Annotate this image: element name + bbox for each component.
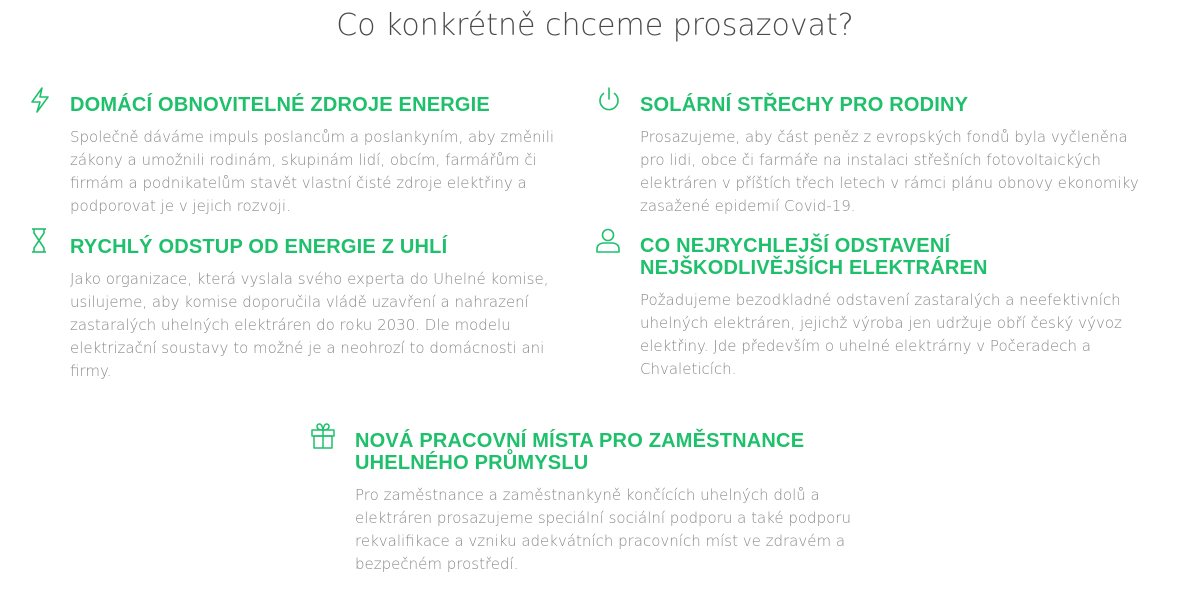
gift-icon [311,422,337,450]
feature-item-shutdown [596,227,1156,387]
feature-text: Pro zaměstnance a zaměstnankyně končících uhelných dolů a elektráren prosazujeme speciální sociální podporu a také podporu rekvalifikace a vzniku adekvátních pracovních míst ve zdravém a bezpečném prostředí. [355,486,851,573]
feature-title: DOMÁCÍ OBNOVITELNÉ ZDROJE ENERGIE [70,94,490,116]
feature-text: Prosazujeme, aby část peněz z evropských fondů byla vyčleněna pro lidi, obce či farmáře na instalaci střešních fotovoltaických elektráren v příštích třech letech v rámci plánu obnovy ekonomiky zasažené epidemií Covid-19. [640,128,1139,215]
lightning-icon [28,86,54,114]
feature-text: Jako organizace, která vyslala svého experta do Uhelné komise, usilujeme, aby komise doporučila vládě uzavření a nahrazení zastaralých uhelných elektráren do roku 2030. Dle modelu elektrizační soustavy to možné je a neohrozí to domácnosti ani firmy. [70,270,549,380]
hourglass-icon [28,227,54,255]
feature-title: SOLÁRNÍ STŘECHY PRO RODINY [640,94,969,116]
feature-title: RYCHLÝ ODSTUP OD ENERGIE Z UHLÍ [70,236,448,258]
feature-text: Společně dáváme impuls poslancům a poslankyním, aby změnili zákony a umožnili rodinám, skupinám lidí, obcím, farmářům či firmám a podnikatelům stavět vlastní čisté zdroje elektřiny a podporovat je v jejich rozvoji. [70,128,555,215]
page-title: Co konkrétně chceme prosazovat? [336,8,854,43]
feature-title: CO NEJRYCHLEJŠÍ ODSTAVENÍ NEJŠKODLIVĚJŠÍCH ELEKTRÁREN [640,235,988,279]
feature-item-renewables [28,86,588,226]
power-icon [596,86,622,114]
feature-item-new-jobs [311,422,871,582]
user-icon [596,227,622,255]
feature-text: Požadujeme bezodkladné odstavení zastaralých a neefektivních uhelných elektráren, jejichž výroba jen udržuje obří český vývoz elektřiny. Jde především o uhelné elektrárny v Počeradech a Chvaleticích. [640,291,1122,378]
feature-item-solar-roofs [596,86,1156,226]
feature-item-coal-exit [28,227,588,387]
feature-title: NOVÁ PRACOVNÍ MÍSTA PRO ZAMĚSTNANCE UHELNÉHO PRŮMYSLU [355,430,805,474]
